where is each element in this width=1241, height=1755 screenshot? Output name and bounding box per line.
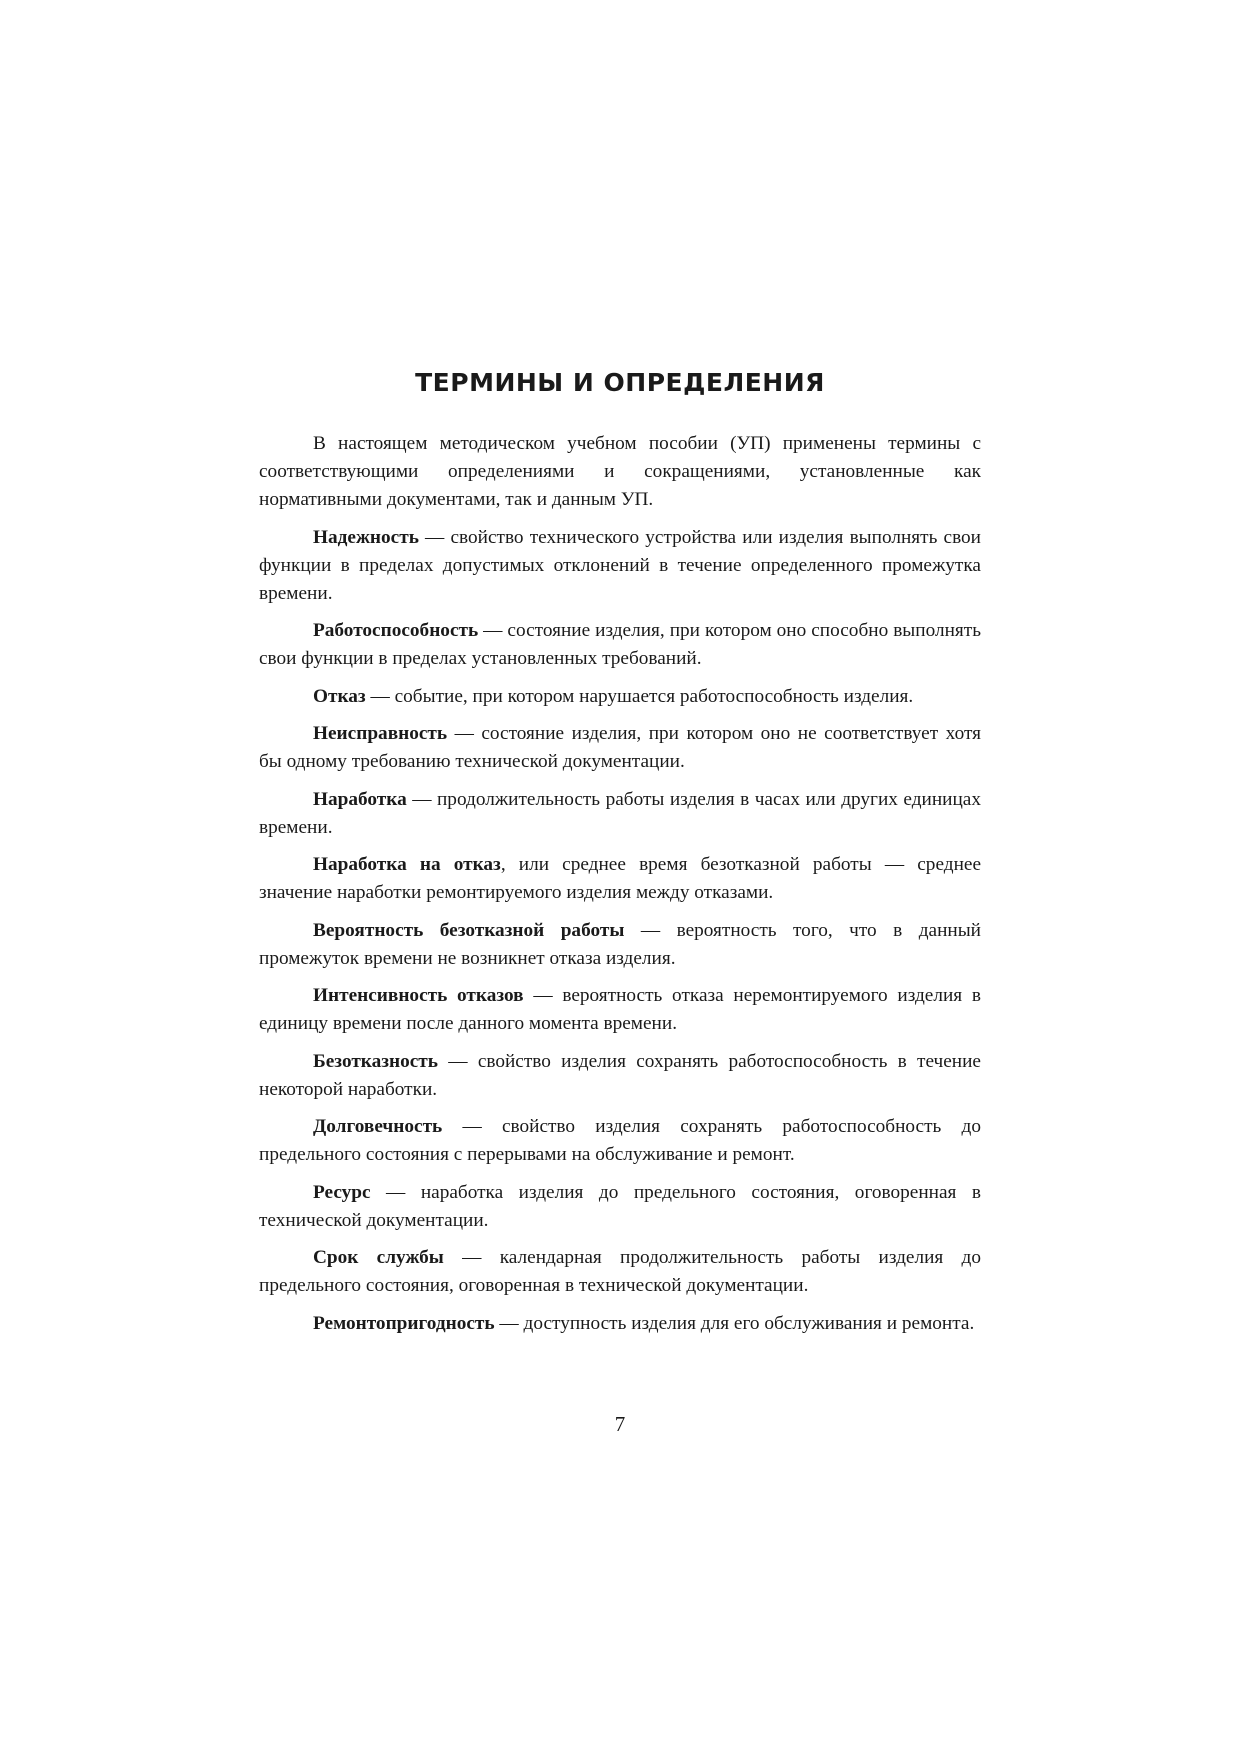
definition-text: — наработка изделия до предельного состояния, оговоренная в технической документации. — [259, 1181, 981, 1231]
definition-text: — событие, при котором нарушается работоспособность изделия. — [365, 685, 914, 707]
definition-term: Ремонтопригодность — [313, 1312, 495, 1334]
page-number: 7 — [614, 1412, 626, 1436]
definition-text: — доступность изделия для его обслуживания и ремонта. — [494, 1312, 975, 1334]
definition-text: , или среднее время безотказной работы — среднее значение наработки ремонтируемого изделия между отказами. — [259, 854, 981, 903]
definition-paragraph — [259, 917, 981, 973]
definition-term: Безотказность — [313, 1050, 438, 1072]
page-title: ТЕРМИНЫ И ОПРЕДЕЛЕНИЯ — [415, 368, 825, 397]
definition-paragraph — [259, 786, 981, 842]
definition-term: Надежность — [313, 526, 419, 548]
definition-text: — состояние изделия, при котором оно способно выполнять свои функции в пределах установленных требований. — [259, 620, 981, 669]
definition-text: — свойство технического устройства или изделия выполнять свои функции в пределах допустимых отклонений в течение определенного промежутка времени. — [259, 526, 981, 604]
definition-paragraph — [259, 1179, 981, 1235]
definition-text: — продолжительность работы изделия в часах или других единицах времени. — [259, 788, 981, 838]
definition-text: — свойство изделия сохранять работоспособность в течение некоторой наработки. — [259, 1050, 981, 1100]
definition-term: Неисправность — [313, 723, 448, 744]
definition-term: Наработка — [313, 788, 407, 810]
definition-term: Долговечность — [313, 1116, 443, 1137]
definition-paragraph — [259, 1310, 981, 1338]
definition-paragraph — [259, 982, 981, 1038]
definition-term: Срок службы — [313, 1247, 444, 1268]
definition-paragraph — [259, 1048, 981, 1104]
definition-text: — календарная продолжительность работы изделия до предельного состояния, оговоренная в технической документации. — [259, 1247, 982, 1296]
definition-paragraph — [259, 1244, 981, 1300]
definition-term: Наработка на отказ — [313, 854, 501, 875]
document-body — [259, 430, 981, 1347]
definition-paragraph — [259, 683, 981, 711]
definition-term: Отказ — [313, 685, 366, 707]
definition-text: — вероятность того, что в данный промежуток времени не возникнет отказа изделия. — [259, 919, 981, 969]
document-page — [259, 0, 981, 1755]
definition-term: Вероятность безотказной работы — [313, 919, 625, 941]
definition-term: Работоспособность — [313, 620, 479, 641]
definition-term: Интенсивность отказов — [313, 985, 524, 1006]
definition-text: — свойство изделия сохранять работоспособность до предельного состояния с перерывами на обслуживание и ремонт. — [259, 1116, 981, 1165]
definition-paragraph — [259, 851, 981, 907]
definition-term: Ресурс — [313, 1181, 371, 1203]
definition-paragraph — [259, 1113, 981, 1169]
definition-paragraph — [259, 720, 981, 776]
definition-text: — вероятность отказа неремонтируемого изделия в единицу времени после данного момента времени. — [259, 985, 981, 1034]
definition-text: — состояние изделия, при котором оно не соответствует хотя бы одному требованию технической документации. — [259, 723, 981, 772]
definition-paragraph — [259, 617, 981, 673]
definition-paragraph — [259, 524, 981, 608]
intro-paragraph: В настоящем методическом учебном пособии (УП) применены термины с соответствующими определениями и сокращениями, установленные как нормативными документами, так и данным УП. — [259, 433, 981, 510]
